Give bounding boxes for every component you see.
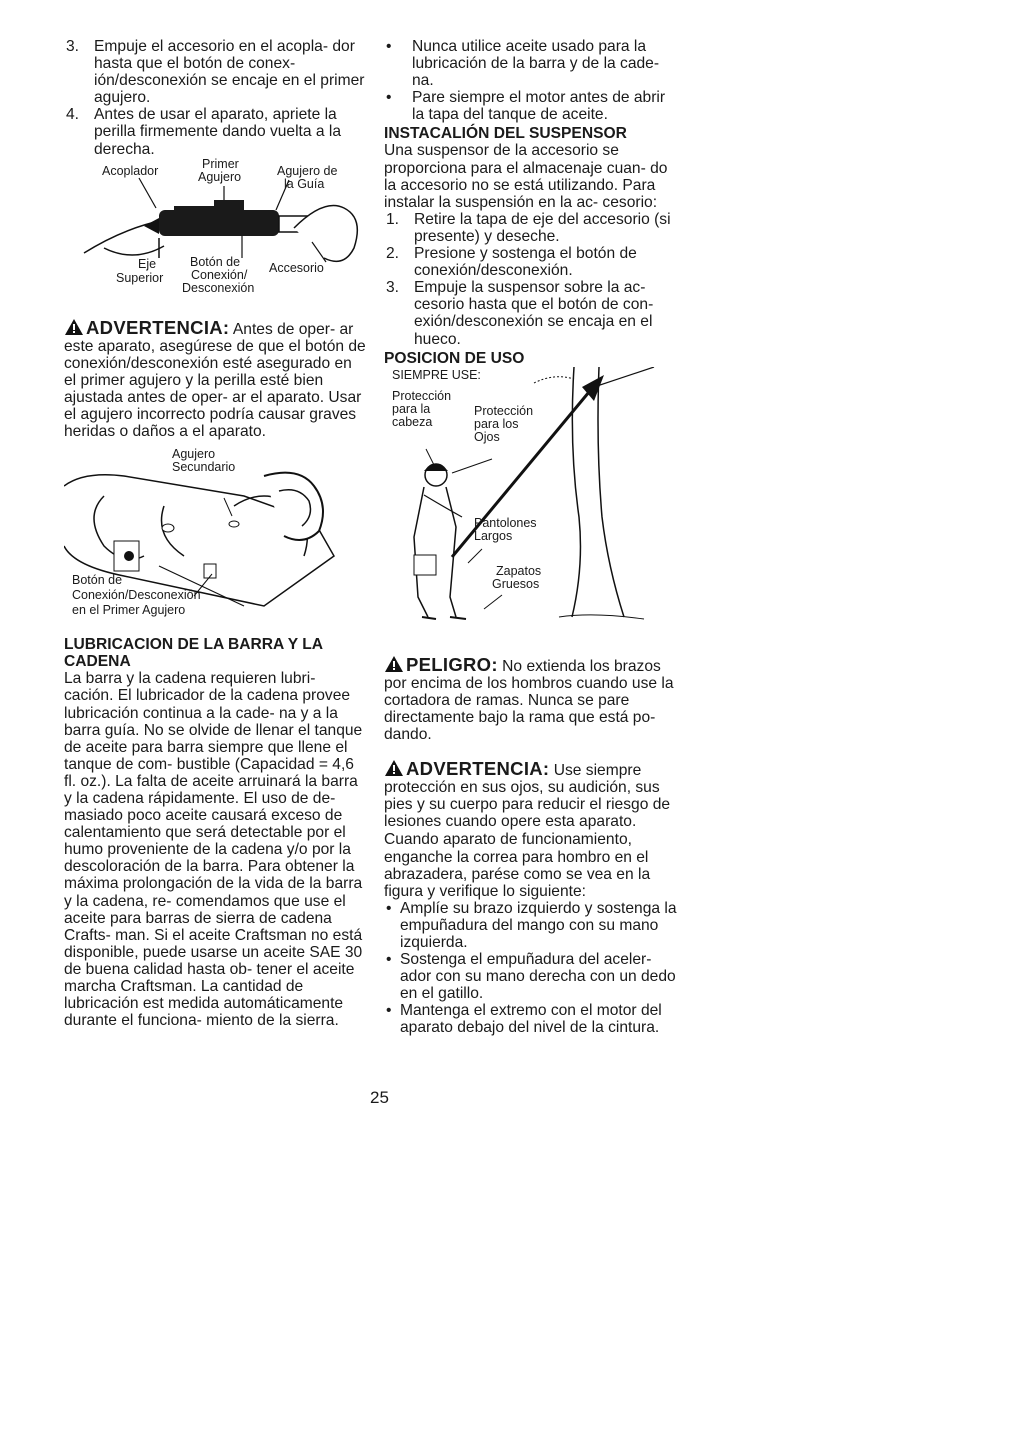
label-agujero: Agujero xyxy=(198,169,242,184)
oil-bullets xyxy=(384,38,678,123)
operation-bullet: • Sostenga el empuñadura del aceler- ador con su mano derecha con un dedo en el gatillo. xyxy=(386,951,676,1003)
right-column xyxy=(384,38,678,1037)
step-3: 3. Empuje el accesorio en el acopla- dor hasta que el botón de conex- ión/desconexión se encaje en el primer agujero. xyxy=(66,38,365,107)
posicion-heading: POSICION DE USO xyxy=(384,349,525,367)
warning-1-text: Antes de oper- ar este aparato, asegúrese de que el botón de conexión/desconexión esté asegurado en el primer agujero y la perilla esté bien ajustada antes de oper- ar el aparato. Usar el agujero incorrecto podría causar graves heridas o daños a el aparato. xyxy=(64,320,366,441)
suspensor-step-3: 3. Empuje la suspensor sobre la ac- cesorio hasta que el botón de con- exión/desconexión se encaja en el hueco. xyxy=(386,279,654,348)
label-accesorio: Accesorio xyxy=(269,260,324,275)
label-en-primer-agujero: en el Primer Agujero xyxy=(72,603,186,618)
warning-1-title: ADVERTENCIA: xyxy=(86,316,230,338)
operation-bullet: • Mantenga el extremo con el motor del aparato debajo del nivel de la cintura. xyxy=(386,1002,662,1037)
suspensor-step-2: 2. Presione y sostenga el botón de conexión/desconexión. xyxy=(386,245,637,280)
danger-title: PELIGRO: xyxy=(406,653,498,675)
step-4: 4. Antes de usar el aparato, apriete la perilla firmemente dando vuelta a la derecha. xyxy=(66,106,342,158)
warning-triangle-icon xyxy=(64,318,84,336)
label-boton-de: Botón de xyxy=(190,254,241,269)
coupler-figure xyxy=(64,158,366,306)
operation-text: Cuando aparato de funcionamiento, enganche la correa para hombro en el abrazadera, parése como se vea en la figura y verifique lo siguiente: xyxy=(384,831,651,900)
label-siempre-use: SIEMPRE USE: xyxy=(392,367,481,382)
label-boton-de-2: Botón de xyxy=(72,573,123,588)
label-agujero-de: Agujero de xyxy=(277,163,338,178)
label-gruesos: Gruesos xyxy=(492,576,540,591)
label-primer: Primer xyxy=(202,156,239,171)
label-agujero-2: Agujero xyxy=(172,447,216,462)
oil-bullet: • Pare siempre el motor antes de abrir la tapa del tanque de aceite. xyxy=(386,89,666,124)
label-pantolones: Pantolones xyxy=(474,515,537,530)
label-proteccion: Protección xyxy=(392,388,452,403)
bullet-icon: • xyxy=(386,951,392,969)
label-zapatos: Zapatos xyxy=(496,563,542,578)
bullet-icon: • xyxy=(386,1002,392,1020)
knob-figure xyxy=(64,446,366,632)
bullet-icon: • xyxy=(386,89,392,107)
danger-text: No extienda los brazos por encima de los hombros cuando use la cortadora de ramas. Nunca se pare directamente bajo la rama que está po- dando. xyxy=(384,657,674,743)
suspensor-steps xyxy=(384,211,678,348)
page-number: 25 xyxy=(370,1088,389,1107)
install-steps xyxy=(64,38,366,158)
lubrication-heading: LUBRICACION DE LA BARRA Y LA CADENA xyxy=(64,636,323,671)
warning-triangle-icon xyxy=(384,759,404,777)
oil-bullet: • Nunca utilice aceite usado para la lubricación de la barra y de la cade- na. xyxy=(386,38,660,90)
label-para-los: para los xyxy=(474,416,519,431)
bullet-icon: • xyxy=(386,38,392,55)
operation-bullet: • Amplíe su brazo izquierdo y sostenga la empuñadura del mango con su mano izquierda. xyxy=(386,899,677,951)
danger-triangle-icon xyxy=(384,655,404,673)
label-para-la: para la xyxy=(392,401,431,416)
label-conexion-desconexion: Conexión/Desconexión xyxy=(72,588,201,603)
label-superior: Superior xyxy=(116,270,164,285)
label-cabeza: cabeza xyxy=(392,414,433,429)
suspensor-step-1: 1. Retire la tapa de eje del accesorio (si presente) y deseche. xyxy=(386,210,671,245)
operation-bullets xyxy=(384,900,678,1037)
label-desconexion: Desconexión xyxy=(182,280,255,295)
label-largos: Largos xyxy=(474,528,513,543)
label-secundario: Secundario xyxy=(172,460,236,475)
label-ojos: Ojos xyxy=(474,429,500,444)
label-la-guia: la Guía xyxy=(284,176,325,191)
bullet-icon: • xyxy=(386,899,392,917)
danger-notice xyxy=(384,655,678,743)
label-acoplador: Acoplador xyxy=(102,163,159,178)
left-column xyxy=(64,38,366,1029)
label-proteccion-2: Protección xyxy=(474,403,534,418)
warning-2 xyxy=(384,759,678,830)
warning-1 xyxy=(64,318,366,441)
label-eje: Eje xyxy=(138,256,157,271)
warning-2-text: Use siempre protección en sus ojos, su audición, sus pies y su cuerpo para reducir el riesgo de lesiones cuando opere esta aparato. xyxy=(384,762,671,831)
lubrication-text: La barra y la cadena requieren lubri- cación. El lubricador de la cadena provee lubricación continua a la cade- na y a la barra guía. No se olvide de llenar el tanque de aceite para barra siempre que llene el tanque de com- bustible (Capacidad = 4,6 fl. oz.). La falta de aceite arruinará la barra y la cadena rápidamente. El uso de de- masiado poco aceite causará exceso de calentamiento que será detectable por el humo proveniente de la cadena y/o por la descoloración de la barra. Para obtener la máxima prolongación de la vida de la barra y la cadena, re- comendamos que use el aceite para barras de sierra de cadena Crafts- man. Si el aceite Craftsman no está disponible, puede usarse un aceite SAE 30 de buena calidad hasta ob- tener el aceite marcha Craftsman. La cantidad de lubricación est medida automáticamente durante el funciona- miento de la sierra. xyxy=(64,670,363,1030)
warning-2-title: ADVERTENCIA: xyxy=(406,758,550,780)
suspensor-intro: Una suspensor de la accesorio se proporciona para el almacenaje cuan- do la accesorio no se está utilizando. Para instalar la suspensión en la ac- cesorio: xyxy=(384,142,668,211)
operating-position-figure xyxy=(384,367,678,637)
label-conexion: Conexión/ xyxy=(191,267,248,282)
suspensor-heading: INSTACALIÓN DEL SUSPENSOR xyxy=(384,125,627,143)
